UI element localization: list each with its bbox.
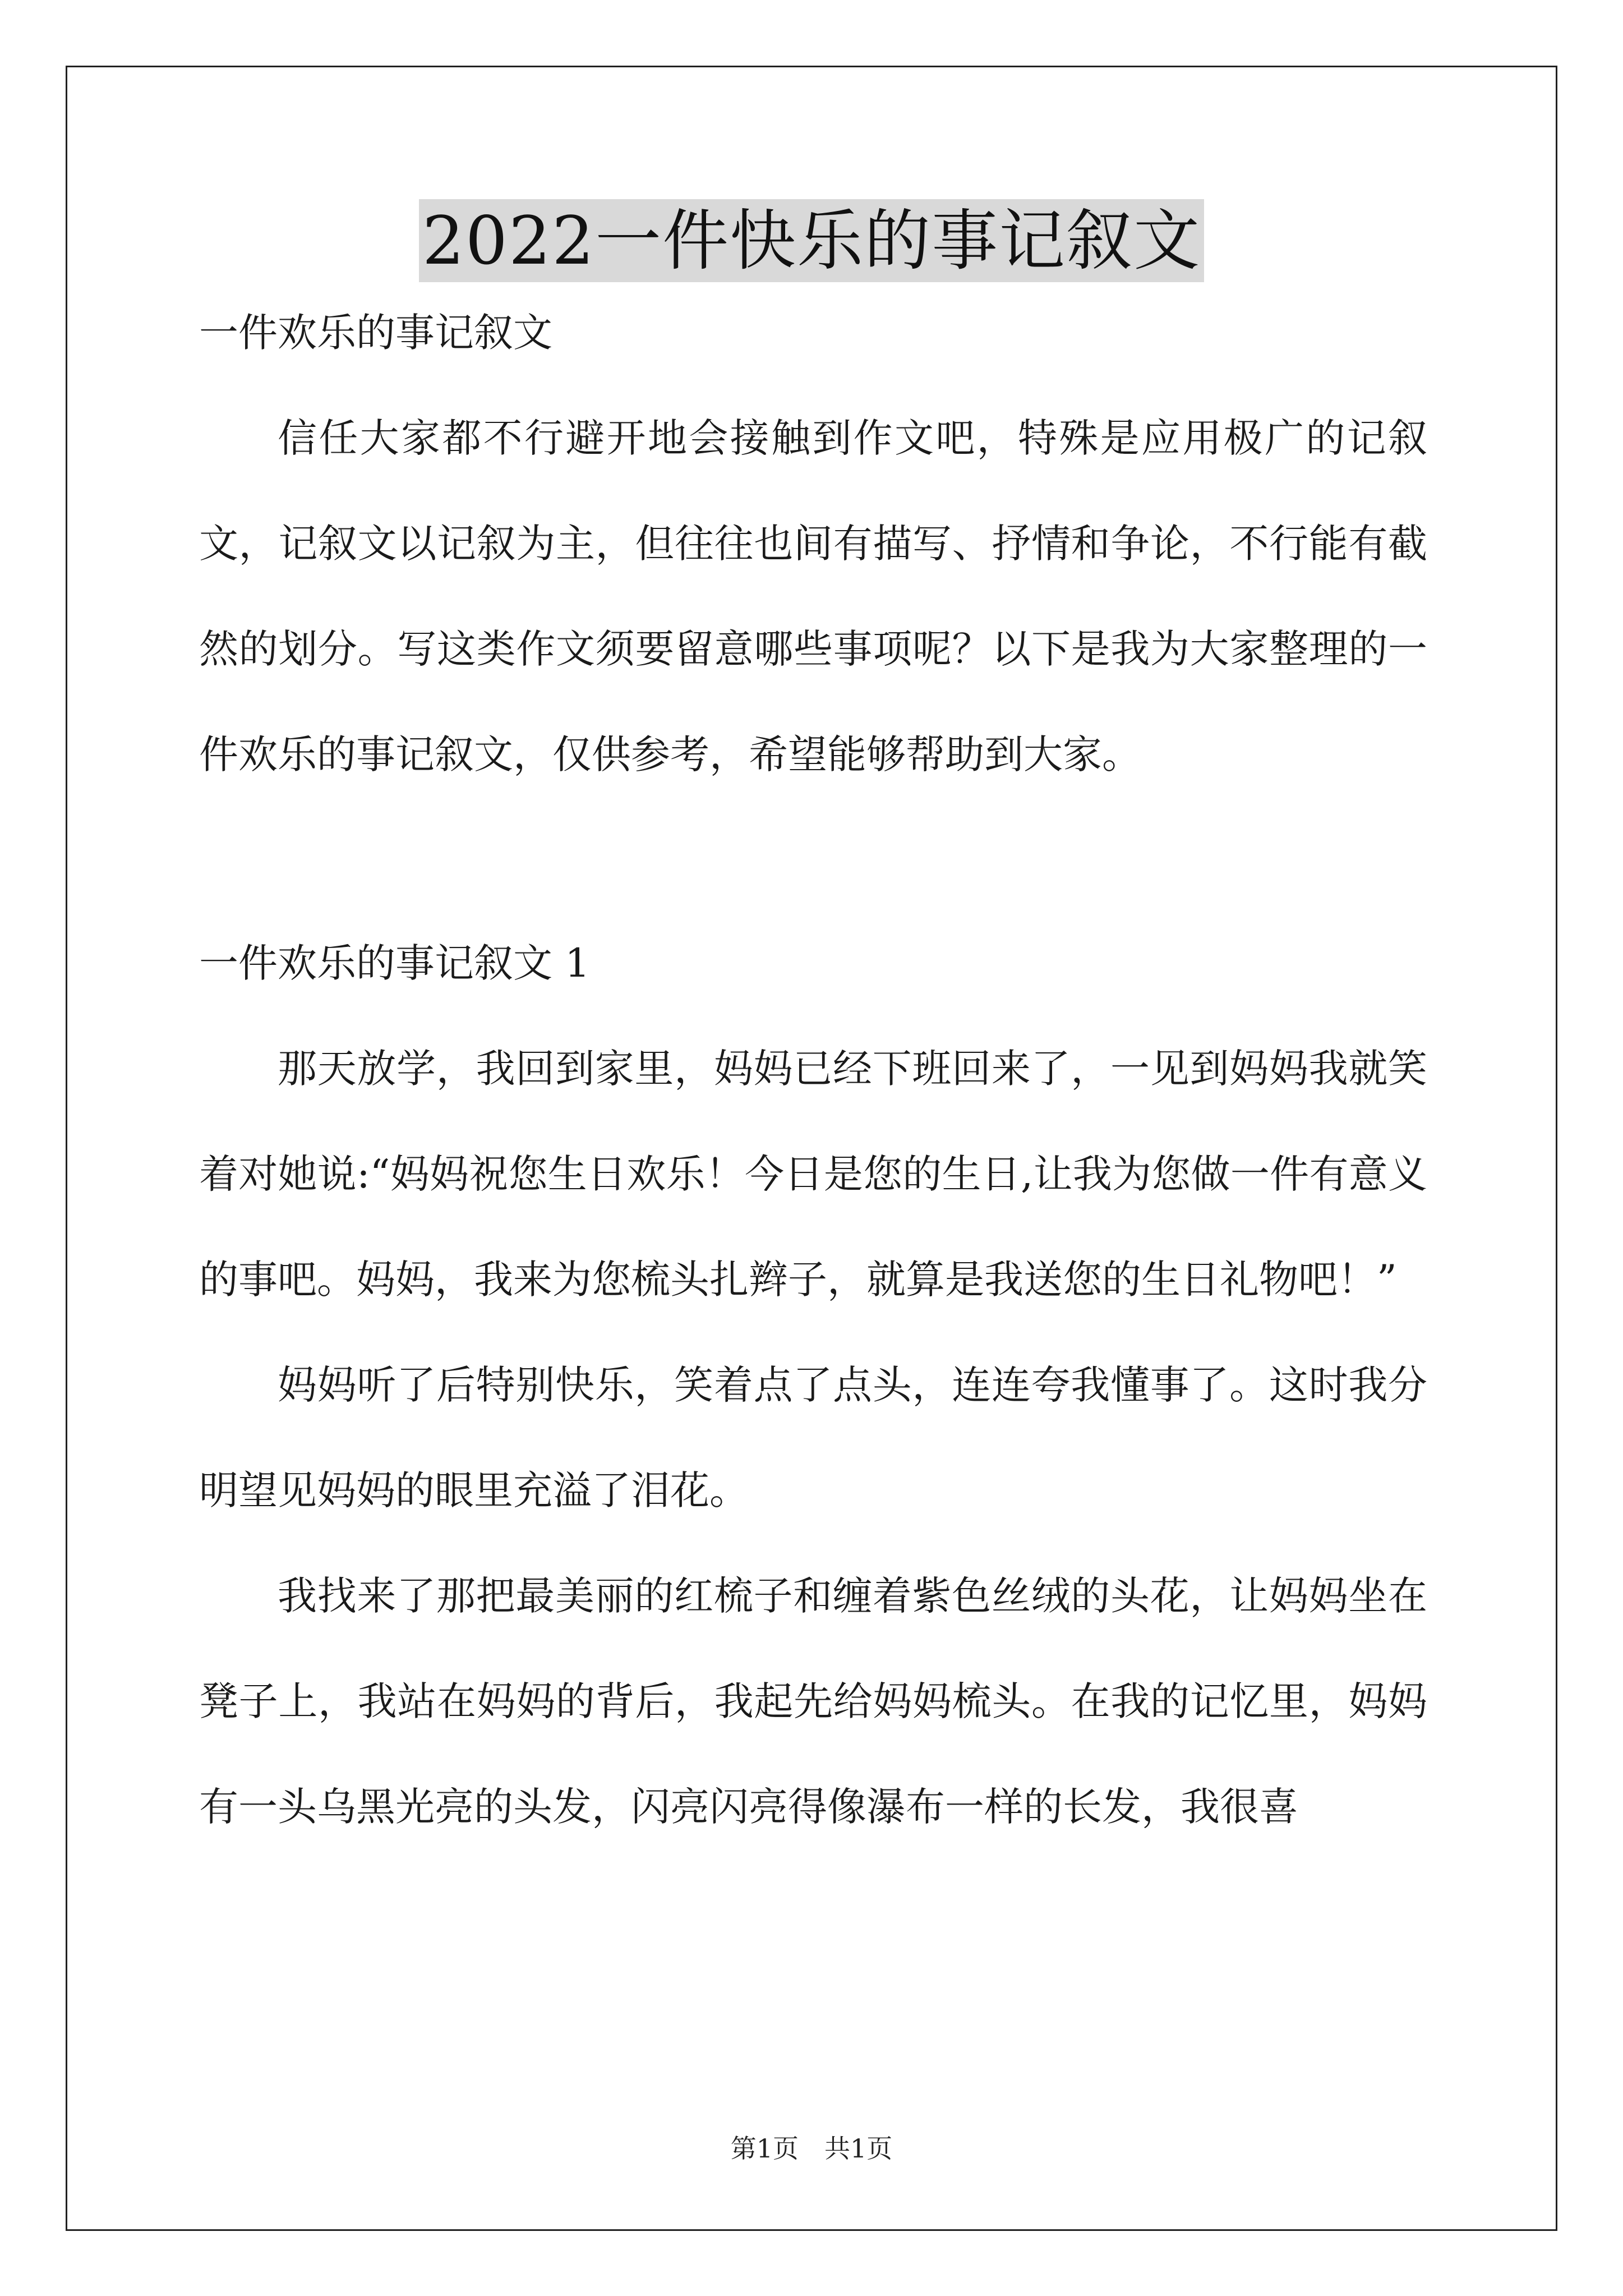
spacer (199, 990, 1427, 1016)
body-paragraph: 妈妈听了后特别快乐，笑着点了点头，连连夸我懂事了。这时我分明望见妈妈的眼里充溢了泪花。 (199, 1362, 1427, 1513)
document-body (199, 306, 1427, 1860)
document-title: 2022一件快乐的事记叙文 (419, 199, 1204, 282)
page-number: 第1页 (730, 2133, 799, 2164)
intro-paragraph: 信任大家都不行避开地会接触到作文吧，特殊是应用极广的记叙文，记叙文以记叙为主，但往往也间有描写、抒情和争论，不行能有截然的划分。写这类作文须要留意哪些事项呢？以下是我为大家整理的一件欢乐的事记叙文，仅供参考，希望能够帮助到大家。 (199, 415, 1427, 777)
body-paragraph: 那天放学，我回到家里，妈妈已经下班回来了，一见到妈妈我就笑着对她说:“妈妈祝您生日欢乐！今日是您的生日,让我为您做一件有意义的事吧。妈妈，我来为您梳头扎辫子，就算是我送您的生日礼物吧！” (199, 1046, 1427, 1303)
body-paragraph: 我找来了那把最美丽的红梳子和缠着紫色丝绒的头花，让妈妈坐在凳子上，我站在妈妈的背后，我起先给妈妈梳头。在我的记忆里，妈妈有一头乌黑光亮的头发，闪亮闪亮得像瀑布一样的长发，我很喜 (199, 1573, 1427, 1830)
spacer (199, 807, 1427, 936)
spacer (199, 360, 1427, 385)
title-container (0, 199, 1623, 282)
section-heading: 一件欢乐的事记叙文 1 (199, 940, 590, 986)
page-total: 共1页 (824, 2133, 893, 2164)
page-footer (0, 2132, 1623, 2165)
intro-heading: 一件欢乐的事记叙文 (199, 310, 552, 356)
